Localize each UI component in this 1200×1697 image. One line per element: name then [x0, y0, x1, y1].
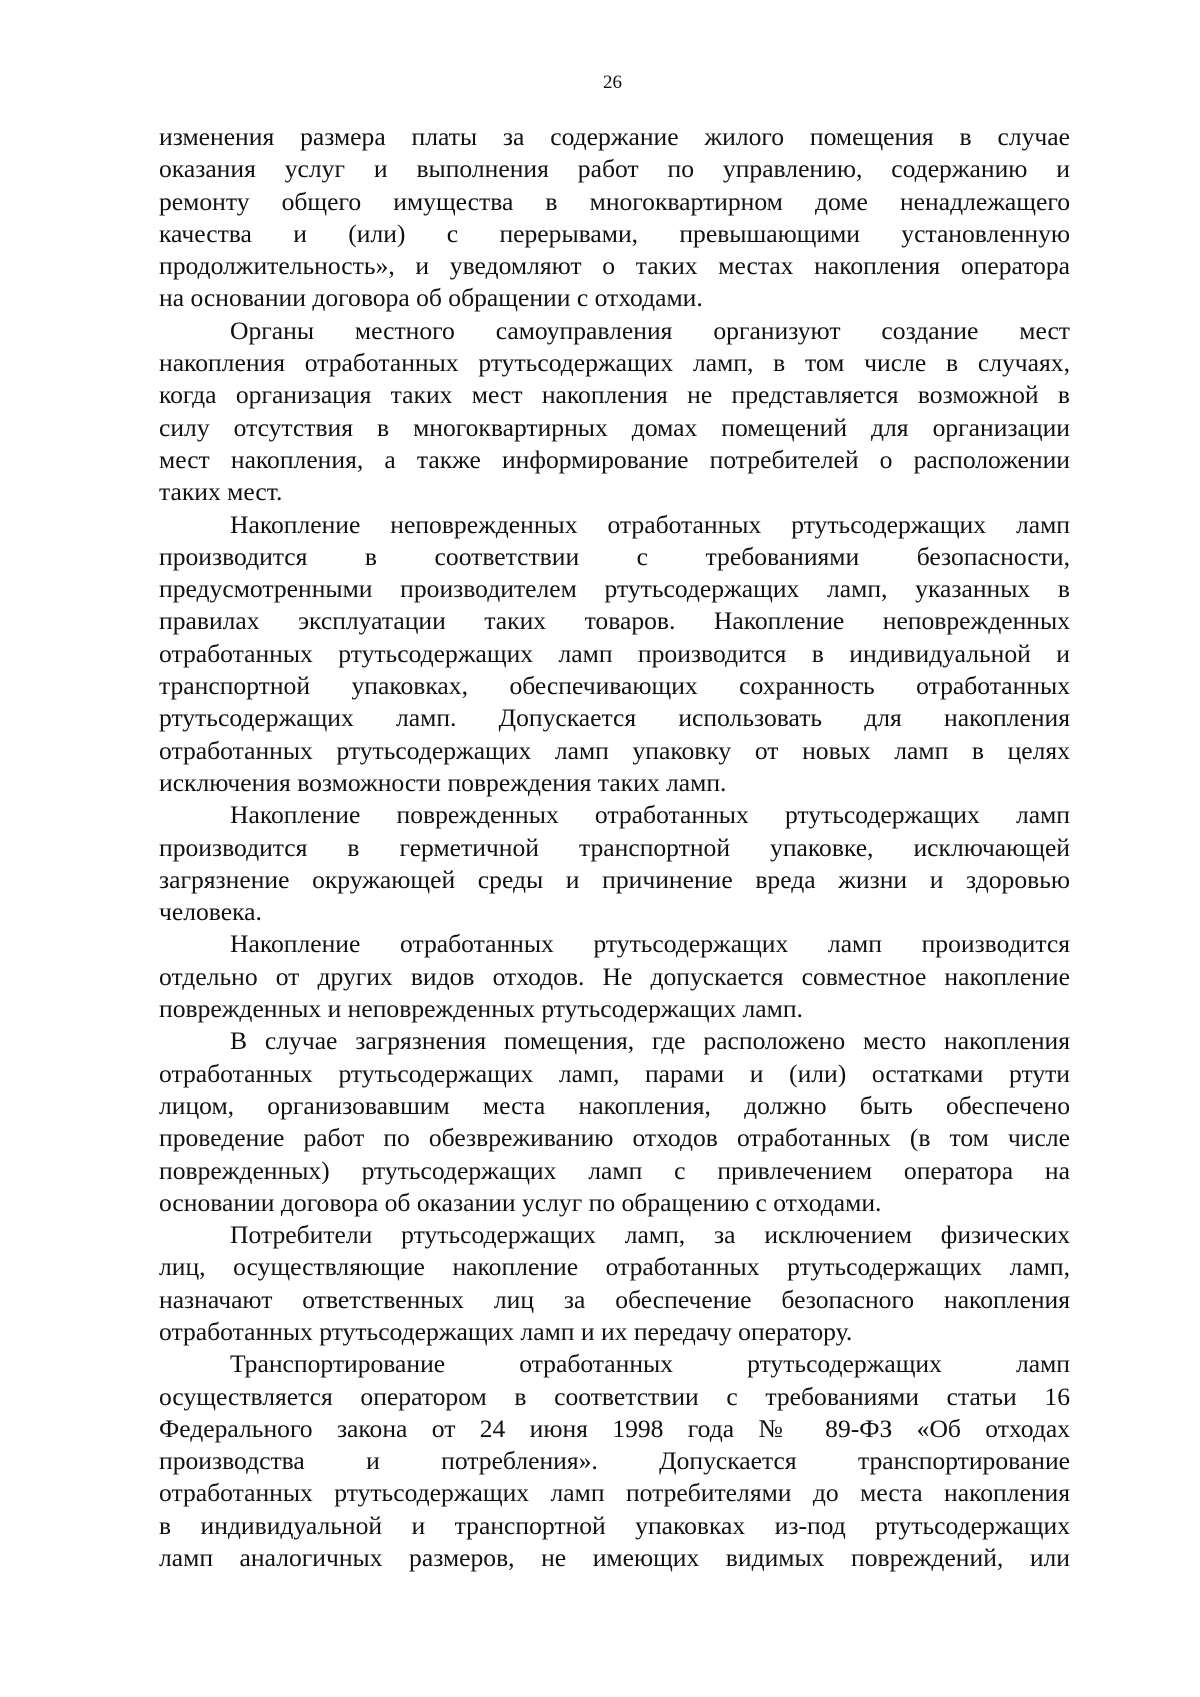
text-line: правилах эксплуатации таких товаров. Накопление неповрежденных [159, 606, 1070, 636]
paragraph [159, 121, 1070, 315]
paragraph [159, 509, 1070, 800]
paragraph [159, 315, 1070, 509]
text-line: исключения возможности повреждения таких ламп. [159, 767, 727, 797]
text-line: качества и (или) с перерывами, превышающими установленную [159, 218, 1070, 248]
paragraph [159, 799, 1070, 928]
text-line: В случае загрязнения помещения, где расположено место накопления [230, 1026, 1070, 1056]
text-line: поврежденных) ртутьсодержащих ламп с привлечением оператора на [159, 1155, 1070, 1185]
text-line: силу отсутствия в многоквартирных домах помещений для организации [159, 412, 1070, 442]
text-line: назначают ответственных лиц за обеспечение безопасного накопления [159, 1284, 1070, 1314]
text-line: отработанных ртутьсодержащих ламп упаковку от новых ламп в целях [159, 735, 1070, 765]
text-line: Федерального закона от 24 июня 1998 года № 89-ФЗ «Об отходах [159, 1413, 1070, 1443]
text-line: Накопление поврежденных отработанных ртутьсодержащих ламп [230, 800, 1070, 830]
text-line: на основании договора об обращении с отходами. [159, 283, 703, 313]
page-number: 26 [603, 72, 622, 93]
text-line: Потребители ртутьсодержащих ламп, за исключением физических [230, 1220, 1070, 1250]
text-line: основании договора об оказании услуг по обращению с отходами. [159, 1187, 882, 1217]
text-line: продолжительность», и уведомляют о таких местах накопления оператора [159, 251, 1070, 281]
paragraph [159, 1219, 1070, 1348]
text-line: проведение работ по обезвреживанию отходов отработанных (в том числе [159, 1123, 1070, 1153]
text-line: Накопление отработанных ртутьсодержащих ламп производится [230, 929, 1070, 959]
paragraph [159, 1025, 1070, 1219]
text-line: Органы местного самоуправления организуют создание мест [230, 315, 1070, 345]
text-line: отработанных ртутьсодержащих ламп, парами и (или) остатками ртути [159, 1058, 1070, 1088]
text-line: ртутьсодержащих ламп. Допускается использовать для накопления [159, 703, 1070, 733]
text-line: производится в соответствии с требованиями безопасности, [159, 541, 1070, 571]
text-line: изменения размера платы за содержание жилого помещения в случае [159, 122, 1070, 151]
text-line: накопления отработанных ртутьсодержащих ламп, в том числе в случаях, [159, 348, 1070, 378]
text-line: когда организация таких мест накопления не представляется возможной в [159, 380, 1070, 410]
text-line: производится в герметичной транспортной упаковке, исключающей [159, 832, 1070, 862]
paragraph [159, 1348, 1070, 1574]
text-line: осуществляется оператором в соответствии с требованиями статьи 16 [159, 1381, 1070, 1411]
text-line: отработанных ртутьсодержащих ламп потребителями до места накопления [159, 1478, 1070, 1508]
text-line: предусмотренными производителем ртутьсодержащих ламп, указанных в [159, 574, 1070, 604]
text-line: загрязнение окружающей среды и причинение вреда жизни и здоровью [159, 864, 1070, 894]
text-line: отработанных ртутьсодержащих ламп производится в индивидуальной и [159, 638, 1070, 668]
text-line: транспортной упаковках, обеспечивающих сохранность отработанных [159, 671, 1070, 701]
text-line: мест накопления, а также информирование потребителей о расположении [159, 444, 1070, 474]
text-line: оказания услуг и выполнения работ по управлению, содержанию и [159, 154, 1070, 184]
text-line: отработанных ртутьсодержащих ламп и их передачу оператору. [159, 1316, 853, 1346]
document-body [159, 121, 1070, 1574]
text-line: таких мест. [159, 477, 283, 507]
text-line: производства и потребления». Допускается транспортирование [159, 1446, 1070, 1476]
text-line: ламп аналогичных размеров, не имеющих видимых повреждений, или [159, 1543, 1070, 1573]
text-line: отдельно от других видов отходов. Не допускается совместное накопление [159, 961, 1070, 991]
text-line: лицом, организовавшим места накопления, должно быть обеспечено [159, 1090, 1070, 1120]
text-line: поврежденных и неповрежденных ртутьсодержащих ламп. [159, 994, 803, 1024]
text-line: лиц, осуществляющие накопление отработанных ртутьсодержащих ламп, [159, 1252, 1070, 1282]
text-line: ремонту общего имущества в многоквартирном доме ненадлежащего [159, 186, 1070, 216]
paragraph [159, 928, 1070, 1025]
text-line: человека. [159, 897, 262, 927]
text-line: в индивидуальной и транспортной упаковках из-под ртутьсодержащих [159, 1510, 1070, 1540]
text-line: Транспортирование отработанных ртутьсодержащих ламп [230, 1349, 1070, 1379]
text-line: Накопление неповрежденных отработанных ртутьсодержащих ламп [230, 509, 1070, 539]
